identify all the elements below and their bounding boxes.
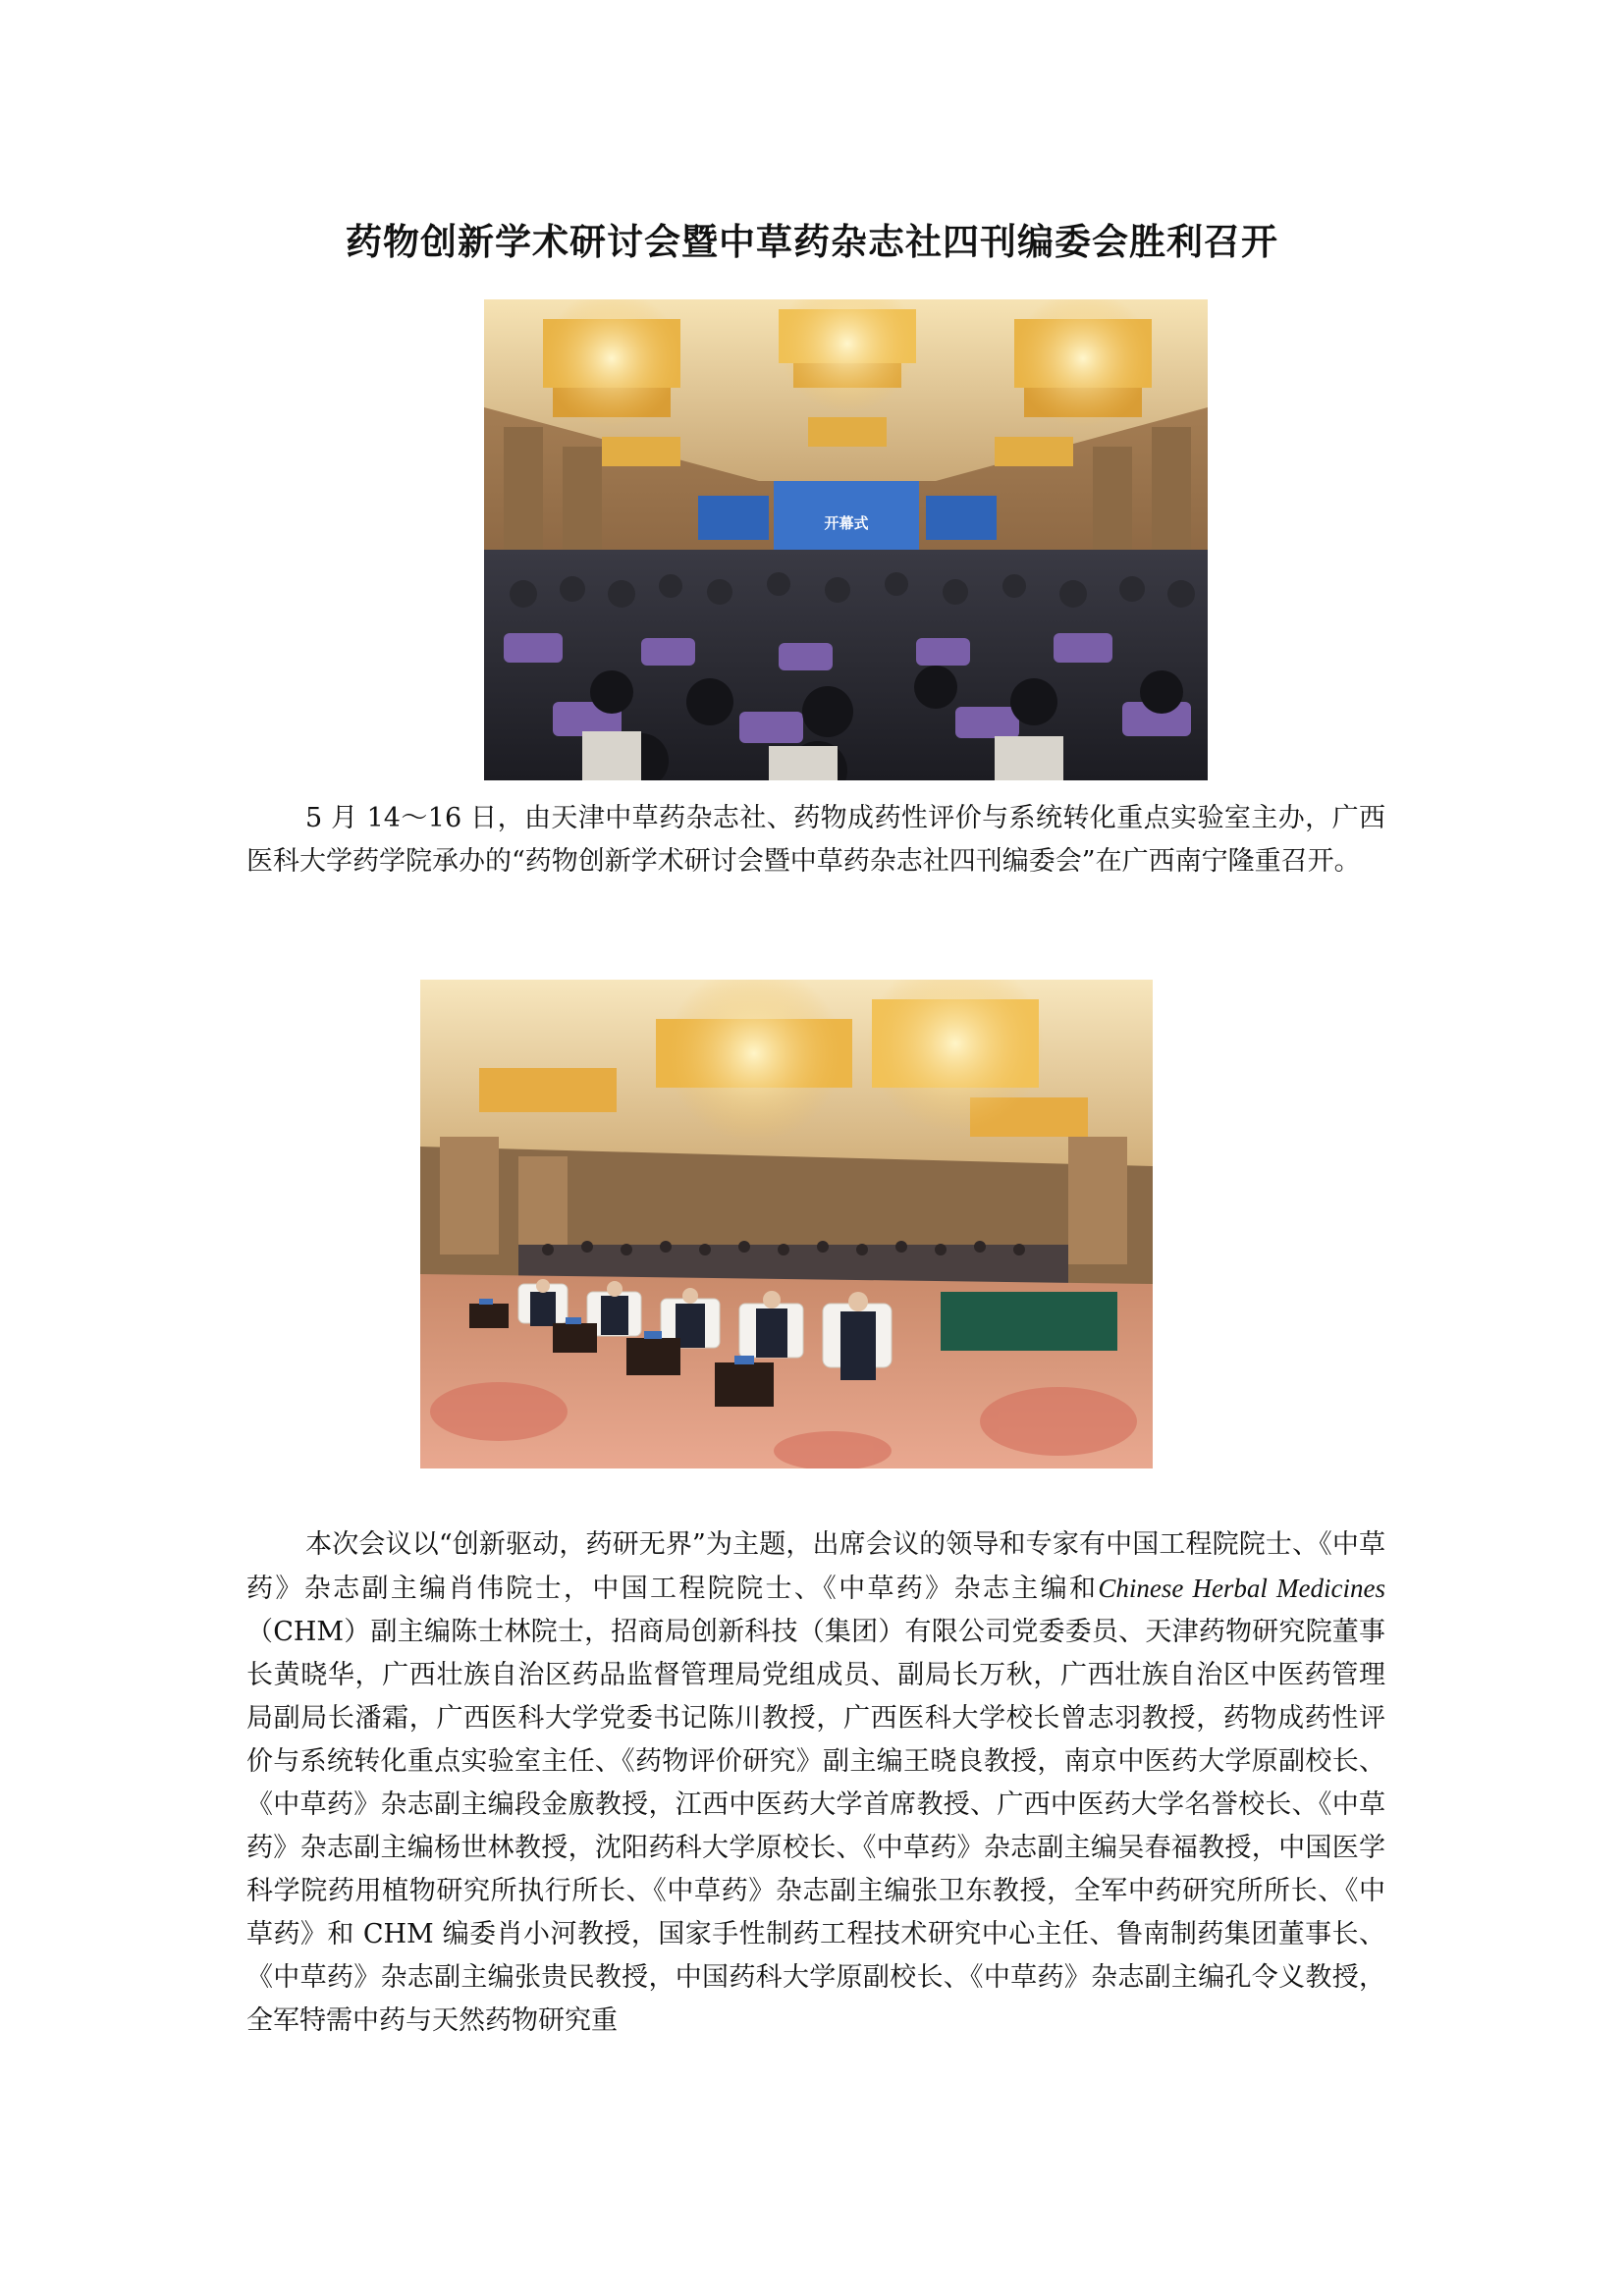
attendees-paragraph [246,1523,1385,2043]
conference-hall-audience-photo [484,299,1208,780]
guests-front-row-photo [420,980,1153,1468]
journal-name-italic: Chinese Herbal Medicines [1098,1574,1385,1603]
attendees-text-part2: （CHM）副主编陈士林院士，招商局创新科技（集团）有限公司党委委员、天津药物研究院董事长黄晓华，广西壮族自治区药品监督管理局党组成员、副局长万秋，广西壮族自治区中医药管理局副局长潘霜，广西医科大学党委书记陈川教授，广西医科大学校长曾志羽教授，药物成药性评价与系统转化重点实验室主任、《药物评价研究》副主编王晓良教授，南京中医药大学原副校长、《中草药》杂志副主编段金廒教授，江西中医药大学首席教授、广西中医药大学名誉校长、《中草药》杂志副主编杨世林教授，沈阳药科大学原校长、《中草药》杂志副主编吴春福教授，中国医学科学院药用植物研究所执行所长、《中草药》杂志副主编张卫东教授，全军中药研究所所长、《中草药》和 CHM 编委肖小河教授，国家手性制药工程技术研究中心主任、鲁南制药集团董事长、《中草药》杂志副主编张贵民教授，中国药科大学原副校长、《中草药》杂志副主编孔令义教授，全军特需中药与天然药物研究重 [246,1617,1385,2036]
intro-paragraph-text: 5 月 14～16 日，由天津中草药杂志社、药物成药性评价与系统转化重点实验室主办，广西医科大学药学院承办的“药物创新学术研讨会暨中草药杂志社四刊编委会”在广西南宁隆重召开。 [246,803,1385,877]
intro-paragraph [246,797,1385,883]
article-title: 药物创新学术研讨会暨中草药杂志社四刊编委会胜利召开 [346,221,1278,263]
stage-screen-heading: 开幕式 [824,514,869,532]
attendees-text-part1: 本次会议以“创新驱动，药研无界”为主题，出席会议的领导和专家有中国工程院院士、《中草药》杂志副主编肖伟院士，中国工程院院士、《中草药》杂志主编和 [246,1529,1385,1604]
